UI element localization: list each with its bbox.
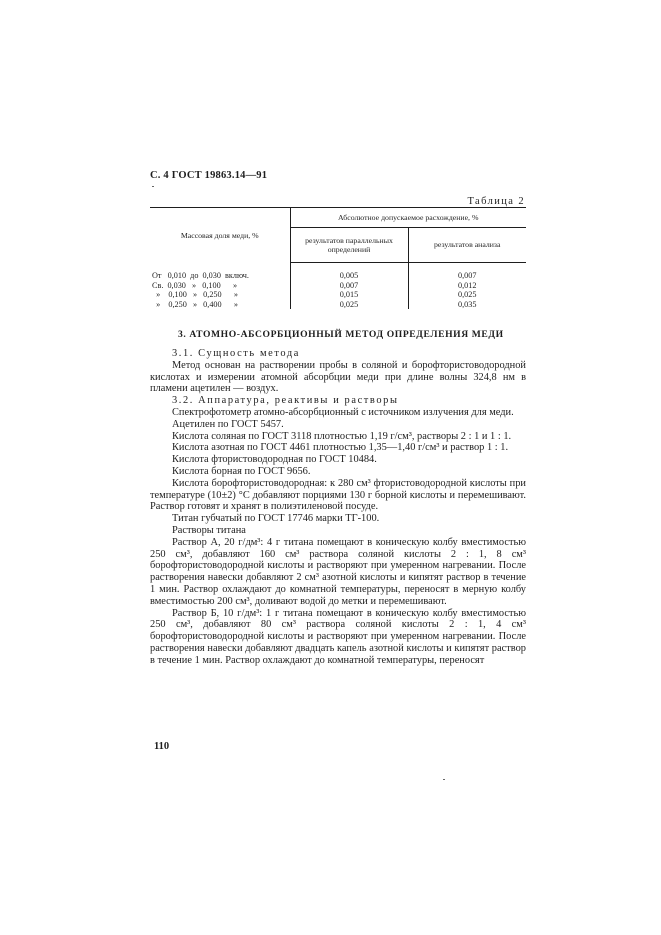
cell-parallel: 0,025 [290, 300, 408, 310]
column-header-mass-fraction: Массовая доля меди, % [150, 208, 290, 263]
cell-parallel: 0,005 [290, 263, 408, 281]
row-label: От 0,010 до 0,030 включ. [150, 263, 290, 281]
column-header-analysis: результатов анализа [408, 228, 526, 263]
paragraph: Кислота азотная по ГОСТ 4461 плотностью 1,35—1,40 г/см³ и раствор 1 : 1. [172, 442, 509, 454]
scan-speck [152, 186, 154, 187]
table-caption: Таблица 2 [467, 196, 525, 207]
cell-analysis: 0,007 [458, 271, 477, 280]
subsection-heading: 3.1. Сущность метода [172, 348, 300, 359]
row-label: Св. 0,030 » 0,100 » [150, 281, 290, 291]
column-header-parallel: результатов параллельных определений [290, 228, 408, 263]
cell-parallel: 0,015 [290, 290, 408, 300]
cell-analysis: 0,025 [458, 290, 477, 300]
table-row [150, 290, 526, 300]
paragraph: Раствор А, 20 г/дм³: 4 г титана помещают в коническую колбу вместимостью 250 см³, добавляют 160 см³ раствора соляной кислоты 2 : 1, 8 см³ борофтористоводородной кислоты и растворяют при умеренном нагревании. После растворения навески добавляют 2 см³ азотной кислоты и кипятят раствор в течение 1 мин. Раствор охлаждают до комнатной температуры, переносят в мерную колбу вместимостью 200 см³, доливают водой до метки и перемешивают. [150, 536, 526, 607]
paragraph: Кислота соляная по ГОСТ 3118 плотностью 1,19 г/см³, растворы 2 : 1 и 1 : 1. [172, 430, 512, 442]
row-label: » 0,250 » 0,400 » [150, 300, 290, 310]
paragraph: Кислота фтористоводородная по ГОСТ 10484. [172, 454, 377, 466]
scan-speck [443, 779, 445, 780]
paragraph: Раствор Б, 10 г/дм³: 1 г титана помещают в коническую колбу вместимостью 250 см³, добавляют 80 см³ раствора соляной кислоты 2 : 1, 4 см³ борофтористоводородной кислоты и растворяют при умеренном нагревании. После растворения навески добавляют двадцать капель азотной кислоты и кипятят раствор в течение 1 мин. Раствор охлаждают до комнатной температуры, переносят [150, 607, 526, 666]
paragraph: Кислота борная по ГОСТ 9656. [172, 465, 311, 477]
paragraph: Титан губчатый по ГОСТ 17746 марки ТГ-100. [172, 513, 380, 525]
body-text [150, 348, 526, 667]
cell-analysis: 0,012 [458, 280, 477, 290]
tolerance-table [150, 207, 526, 309]
section-title: 3. АТОМНО-АБСОРБЦИОННЫЙ МЕТОД ОПРЕДЕЛЕНИЯ МЕДИ [178, 329, 504, 340]
subsection-heading: 3.2. Аппаратура, реактивы и растворы [172, 395, 399, 407]
row-label: » 0,100 » 0,250 » [150, 290, 290, 300]
column-header-allowable-difference: Абсолютное допускаемое расхождение, % [290, 208, 526, 228]
cell-parallel: 0,007 [290, 281, 408, 291]
table-row [150, 281, 526, 291]
cell-analysis: 0,035 [458, 299, 477, 309]
table-row [150, 300, 526, 310]
paragraph: Спектрофотометр атомно-абсорбционный с источником излучения для меди. [172, 406, 514, 418]
paragraph: Метод основан на растворении пробы в соляной и борофтористоводородной кислотах и измерении атомной абсорбции меди при длине волны 324,8 нм в пламени ацетилен — воздух. [150, 359, 526, 395]
paragraph: Растворы титана [172, 524, 246, 536]
paragraph: Кислота борофтористоводородная: к 280 см³ фтористоводородной кислоты при температуре (10±2) °C добавляют порциями 130 г борной кислоты и перемешивают. Раствор готовят и хранят в полиэтиленовой посуде. [150, 477, 526, 513]
table-row [150, 263, 526, 281]
page-number: 110 [154, 741, 170, 752]
paragraph: Ацетилен по ГОСТ 5457. [172, 418, 284, 430]
page-header: С. 4 ГОСТ 19863.14—91 [150, 170, 268, 181]
